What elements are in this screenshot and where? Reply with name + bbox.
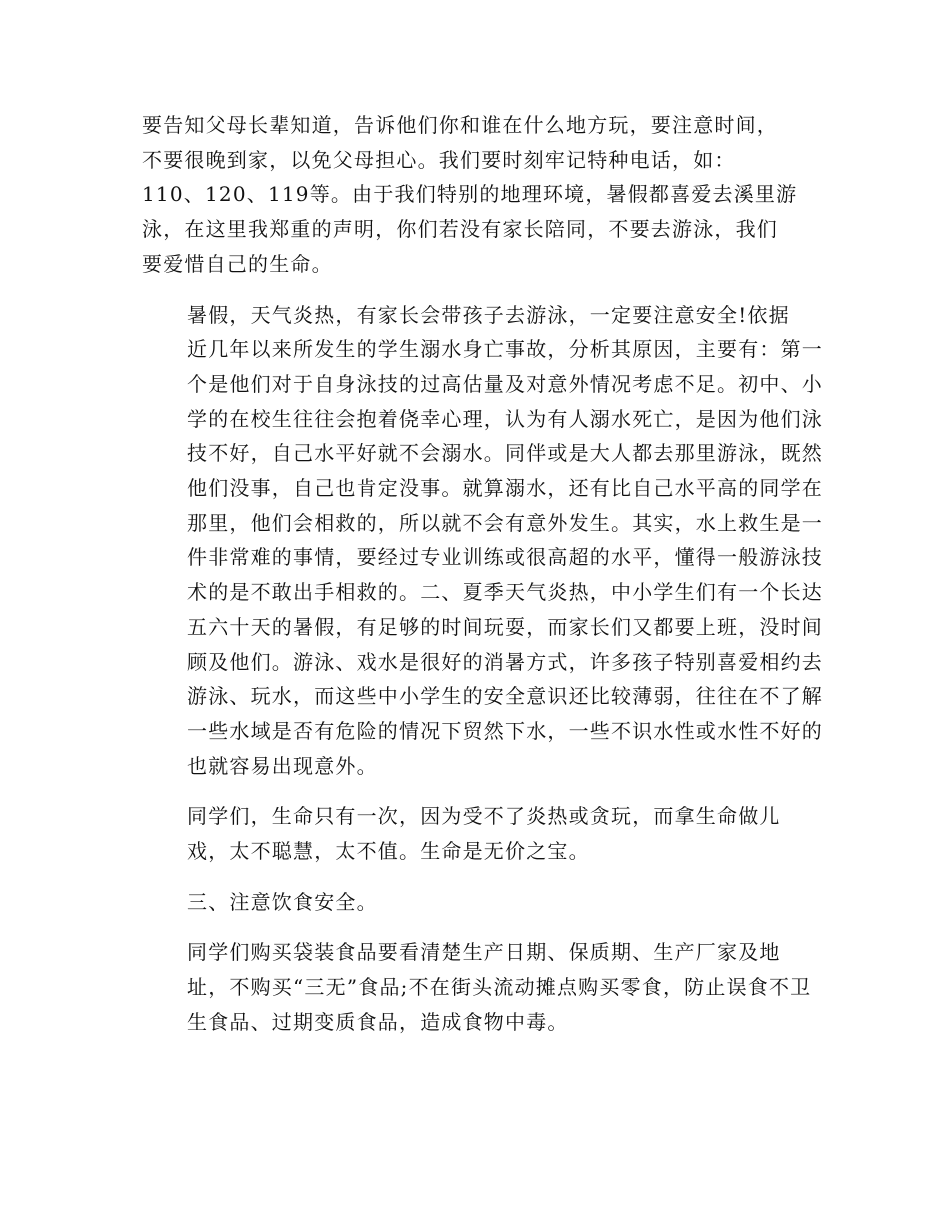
text-line: 不要很晚到家，以免父母担心。我们要时刻牢记特种电话，如： [142, 147, 736, 172]
text-line: 也就容易出现意外。 [187, 753, 378, 778]
text-line: 要告知父母长辈知道，告诉他们你和谁在什么地方玩，要注意时间， [142, 113, 778, 137]
text-line: 110、120、119等。由于我们特别的地理环境，暑假都喜爱去溪里游 [142, 182, 798, 207]
text-line: 顾及他们。游泳、戏水是很好的消暑方式，许多孩子特别喜爱相约去 [187, 649, 823, 674]
text-line: 那里，他们会相救的，所以就不会有意外发生。其实，水上救生是一 [187, 510, 823, 535]
text-line: 戏，太不聪慧，太不值。生命是无价之宝。 [187, 839, 590, 864]
text-line: 近几年以来所发生的学生溺水身亡事故，分析其原因，主要有：第一 [187, 337, 823, 362]
text-line: 术的是不敢出手相救的。二、夏季天气炎热，中小学生们有一个长达 [187, 580, 823, 605]
text-line: 生食品、过期变质食品，造成食物中毒。 [187, 1009, 569, 1034]
text-line: 技不好，自己水平好就不会溺水。同伴或是大人都去那里游泳，既然 [187, 441, 823, 466]
section-heading-food-safety [142, 885, 818, 920]
text-line: 一些水域是否有危险的情况下贸然下水，一些不识水性或水性不好的 [187, 718, 823, 743]
text-line: 同学们购买袋装食品要看清楚生产日期、保质期、生产厂家及地 [187, 940, 781, 965]
text-line: 个是他们对于自身泳技的过高估量及对意外情况考虑不足。初中、小 [187, 371, 823, 396]
text-line: 件非常难的事情，要经过专业训练或很高超的水平，懂得一般游泳技 [187, 545, 823, 570]
text-line: 要爱惜自己的生命。 [142, 251, 333, 276]
text-line: 址，不购买“三无”食品;不在街头流动摊点购买零食，防止误食不卫 [187, 975, 812, 1000]
document-body [142, 108, 823, 1040]
text-line: 同学们，生命只有一次，因为受不了炎热或贪玩，而拿生命做儿 [187, 804, 781, 829]
paragraph-gap [142, 869, 818, 885]
paragraph-gap [142, 919, 818, 935]
paragraph-gap [142, 282, 818, 298]
paragraph-life-value [142, 799, 818, 868]
text-line: 游泳、玩水，而这些中小学生的安全意识还比较薄弱，往往在不了解 [187, 684, 823, 709]
paragraph-gap [142, 783, 818, 799]
paragraph-parent-notice [142, 108, 818, 282]
text-line: 泳，在这里我郑重的声明，你们若没有家长陪同，不要去游泳，我们 [142, 217, 778, 242]
text-line: 暑假，天气炎热，有家长会带孩子去游泳，一定要注意安全!依据 [187, 302, 790, 327]
paragraph-swimming-safety [142, 298, 823, 784]
text-line: 他们没事，自己也肯定没事。就算溺水，还有比自己水平高的同学在 [187, 476, 823, 501]
text-line: 五六十天的暑假，有足够的时间玩耍，而家长们又都要上班，没时间 [187, 614, 823, 639]
text-line: 学的在校生往往会抱着侥幸心理，认为有人溺水死亡，是因为他们泳 [187, 406, 823, 431]
text-line: 三、注意饮食安全。 [187, 889, 378, 914]
paragraph-food-safety [142, 935, 818, 1039]
